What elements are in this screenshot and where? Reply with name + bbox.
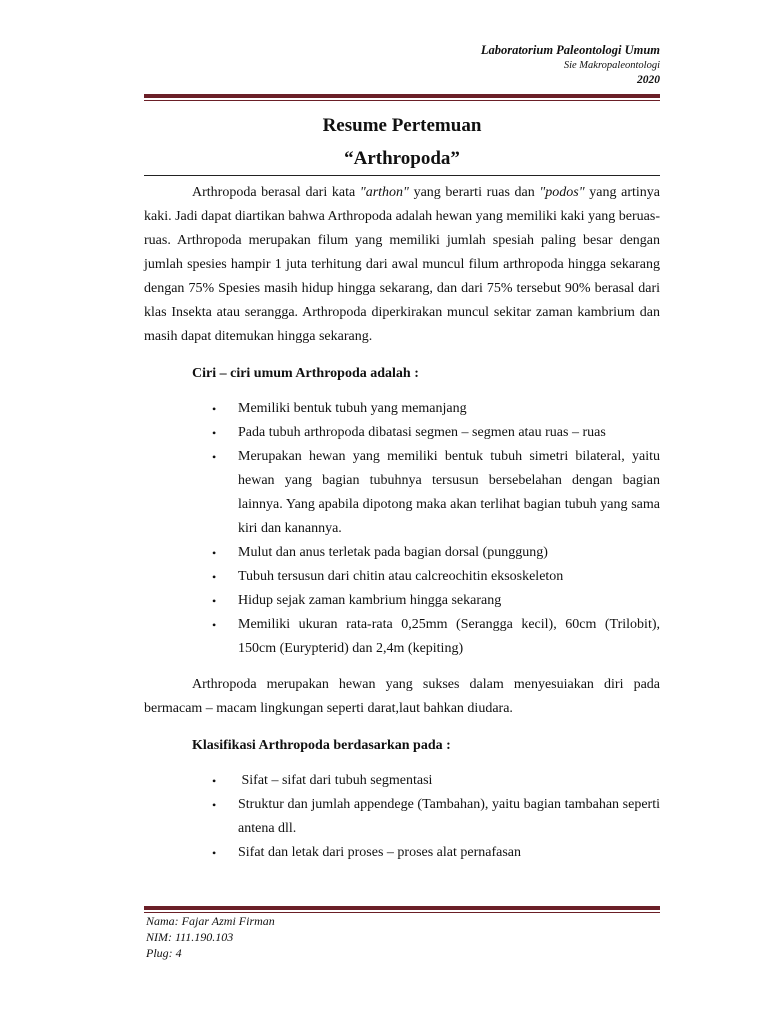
bullet-icon: • <box>212 594 217 608</box>
lab-section: Sie Makropaleontologi <box>563 60 660 71</box>
page-footer <box>146 913 275 961</box>
bullet-icon: • <box>212 774 217 788</box>
klasifikasi-heading: Klasifikasi Arthropoda berdasarkan pada : <box>192 738 451 753</box>
list-item: • Merupakan hewan yang memiliki bentuk tubuh simetri bilateral, yaitu hewan yang bagian tubuhnya tersusun bersebelahan dengan bagian lainnya. Yang apabila dipotong maka akan terlihat bagian tubuh yang sama kiri dan kanannya. <box>192 445 660 541</box>
ciri-heading: Ciri – ciri umum Arthropoda adalah : <box>192 366 419 381</box>
list-item: • Memiliki bentuk tubuh yang memanjang <box>192 397 660 421</box>
header-rule-thin <box>144 100 660 101</box>
bullet-icon: • <box>212 402 217 416</box>
bullet-icon: • <box>212 618 217 632</box>
list-item: • Hidup sejak zaman kambrium hingga sekarang <box>192 589 660 613</box>
footer-rule-thick <box>144 906 660 910</box>
term-arthon: "arthon" <box>359 185 409 200</box>
intro-text-2: yang berarti ruas dan <box>408 185 540 200</box>
bullet-icon: • <box>212 846 217 860</box>
bullet-icon: • <box>212 546 217 560</box>
document-title: Resume Pertemuan <box>322 115 482 136</box>
bullet-icon: • <box>212 450 217 464</box>
intro-text-3: yang artinya kaki. Jadi dapat diartikan bahwa Arthropoda adalah hewan yang memiliki kaki yang beruas-ruas. Arthropoda merupakan filum yang memiliki jumlah spesiah paling besar dengan jumlah spesies hampir 1 juta terhitung dari awal muncul filum arthropoda hingga sekarang dengan 75% Spesies masih hidup hingga sekarang, dan dari 75% tersebut 90% berasal dari klas Insekta atau serangga. Arthropoda diperkirakan muncul sekitar zaman kambrium dan masih dapat ditemukan hingga sekarang. <box>144 185 660 344</box>
page-header <box>481 42 660 88</box>
sukses-paragraph: Arthropoda merupakan hewan yang sukses dalam menyesuiakan diri pada bermacam – macam lingkungan seperti darat,laut bahkan diudara. <box>144 677 660 716</box>
author-name: Nama: Fajar Azmi Firman <box>146 914 275 928</box>
list-item: • Mulut dan anus terletak pada bagian dorsal (punggung) <box>192 541 660 565</box>
intro-text-1: Arthropoda berasal dari kata <box>192 185 360 200</box>
document-topic: “Arthropoda” <box>344 148 460 169</box>
list-item: • Sifat dan letak dari proses – proses alat pernafasan <box>192 841 660 865</box>
document-body <box>144 181 660 865</box>
list-item: • Tubuh tersusun dari chitin atau calcreochitin eksoskeleton <box>192 565 660 589</box>
author-nim: NIM: 111.190.103 <box>146 930 234 944</box>
header-rule-thick <box>144 94 660 98</box>
list-item: • Memiliki ukuran rata-rata 0,25mm (Serangga kecil), 60cm (Trilobit), 150cm (Eurypterid) dan 2,4m (kepiting) <box>192 613 660 661</box>
bullet-icon: • <box>212 798 217 812</box>
ciri-list <box>144 397 660 661</box>
bullet-icon: • <box>212 426 217 440</box>
term-podos: "podos" <box>539 185 585 200</box>
author-plug: Plug: 4 <box>146 946 182 960</box>
list-item: • Pada tubuh arthropoda dibatasi segmen – segmen atau ruas – ruas <box>192 421 660 445</box>
intro-paragraph <box>144 181 660 349</box>
lab-name: Laboratorium Paleontologi Umum <box>480 43 660 57</box>
bullet-icon: • <box>212 570 217 584</box>
list-item: • Sifat – sifat dari tubuh segmentasi <box>192 769 660 793</box>
title-underline <box>144 175 660 176</box>
list-item: • Struktur dan jumlah appendege (Tambahan), yaitu bagian tambahan seperti antena dll. <box>192 793 660 841</box>
lab-year: 2020 <box>637 74 660 86</box>
klasifikasi-list <box>144 769 660 865</box>
